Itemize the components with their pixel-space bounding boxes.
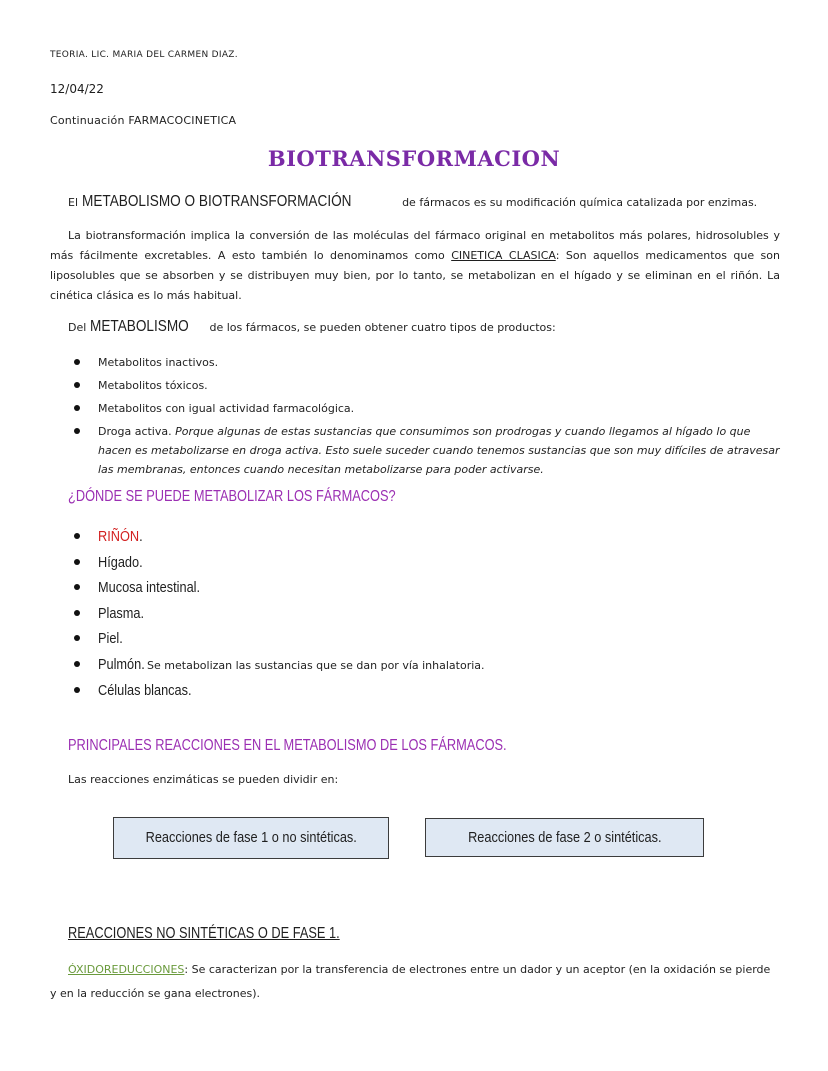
list-item (68, 678, 780, 704)
site-label: Piel. (98, 630, 123, 647)
reactions-intro: Las reacciones enzimáticas se pueden dividir en: (68, 773, 339, 786)
metabolism-sites-list (68, 524, 780, 704)
oxidoreduction-text: : Se caracterizan por la transferencia de electrones entre un dador y un aceptor (en la oxidación se pierde y en la reducción se gana electrones). (50, 963, 771, 1000)
products-term: METABOLISMO (89, 318, 189, 335)
products-intro (68, 318, 556, 336)
cinetica-clasica-term: CINETICA CLASICA (451, 249, 556, 262)
list-item (68, 420, 780, 479)
biotransformation-paragraph (50, 226, 780, 306)
continuation-line: Continuación FARMACOCINETICA (50, 114, 237, 127)
site-label: Células blancas. (98, 682, 192, 699)
reactions-heading: PRINCIPALES REACCIONES EN EL METABOLISMO DE LOS FÁRMACOS. (68, 737, 507, 754)
phase1-box (113, 817, 389, 859)
list-item (68, 374, 780, 397)
list-item (68, 524, 780, 550)
site-label: Plasma. (98, 604, 145, 622)
where-heading: ¿DÓNDE SE PUEDE METABOLIZAR LOS FÁRMACOS? (68, 488, 396, 505)
list-item (68, 626, 780, 652)
list-item (68, 652, 780, 679)
site-label: Hígado. (98, 553, 143, 571)
site-note: Se metabolizan las sustancias que se dan por vía inhalatoria. (147, 658, 485, 672)
page-title: BIOTRANSFORMACION (267, 146, 561, 171)
date: 12/04/22 (50, 82, 104, 96)
products-rest: de los fármacos, se pueden obtener cuatro tipos de productos: (209, 321, 556, 334)
product-label: Metabolitos inactivos. (98, 356, 219, 369)
list-item (68, 550, 780, 576)
site-label: Mucosa intestinal. (98, 579, 201, 596)
products-list (68, 351, 780, 479)
site-label: Pulmón. (98, 655, 145, 673)
phase2-label: Reacciones de fase 2 o sintéticas. (467, 829, 662, 846)
product-detail: Porque algunas de estas sustancias que consumimos son prodrogas y cuando llegamos al hígado lo que hacen es metabolizarse en droga activa. Esto suele suceder cuando tenemos sustancias que son muy difíciles de atravesar las membranas, entonces cuando necesitan metabolizarse para poder activarse. (98, 425, 780, 476)
product-label: Droga activa. (98, 425, 172, 438)
list-item (68, 397, 780, 420)
products-prefix: Del (68, 321, 87, 334)
site-rinon: RIÑÓN. (98, 528, 143, 545)
teacher-header: TEORIA. LIC. MARIA DEL CARMEN DIAZ. (50, 50, 238, 60)
oxidoreduction-paragraph (50, 958, 780, 1006)
nonsynthetic-heading: REACCIONES NO SINTÉTICAS O DE FASE 1. (68, 925, 340, 942)
list-item (68, 601, 780, 627)
oxidoreducciones-term: ÓXIDOREDUCCIONES (68, 963, 185, 976)
product-label: Metabolitos con igual actividad farmacológica. (98, 402, 355, 415)
intro-rest: de fármacos es su modificación química catalizada por enzimas. (402, 196, 758, 209)
list-item (68, 351, 780, 374)
product-label: Metabolitos tóxicos. (98, 379, 208, 392)
phase1-label: Reacciones de fase 1 o no sintéticas. (145, 829, 357, 846)
phase2-box (425, 818, 704, 857)
intro-term: METABOLISMO O BIOTRANSFORMACIÓN (81, 193, 352, 210)
list-item (68, 575, 780, 601)
intro-prefix: El (68, 196, 79, 209)
intro-line (68, 193, 757, 211)
paragraph-part2: : Son aquellos medicamentos que son liposolubles que se absorben y se distribuyen muy bien, por lo tanto, se metabolizan en el hígado y se eliminan en el riñón. La cinética clásica es lo más habitual. (50, 249, 780, 302)
paragraph-part1: La biotransformación implica la conversión de las moléculas del fármaco original en metabolitos más polares, hidrosolubles y más fácilmente excretables. A esto también lo denominamos como (50, 229, 780, 262)
